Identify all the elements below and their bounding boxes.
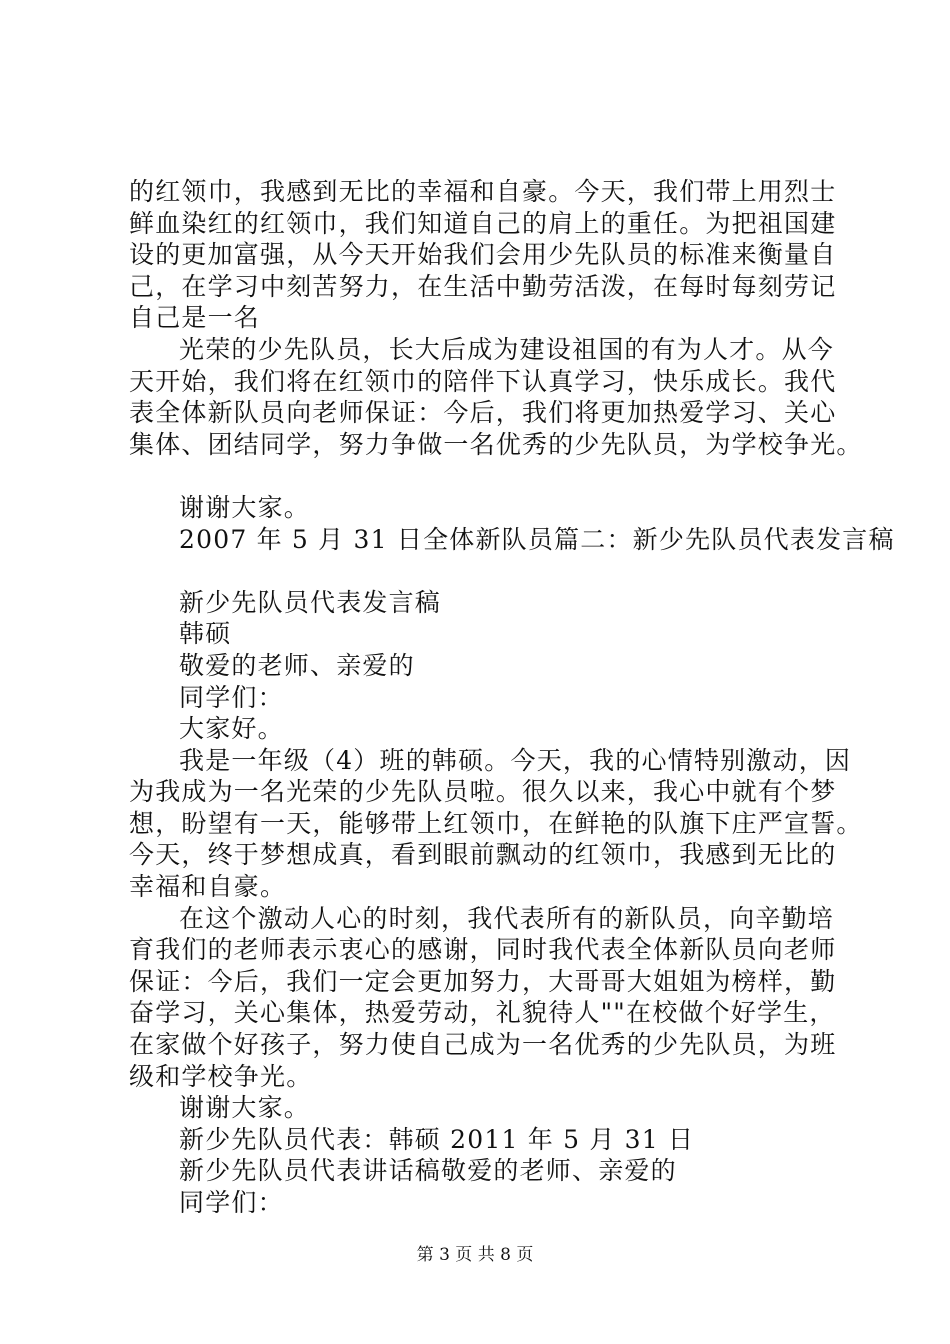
text-line: 在家做个好孩子，努力使自己成为一名优秀的少先队员，为班 — [129, 1030, 837, 1060]
text-line: 今天，终于梦想成真，看到眼前飘动的红领巾，我感到无比的 — [129, 840, 837, 870]
date-heading-line: 2007 年 5 月 31 日全体新队员篇二：新少先队员代表发言稿 — [179, 524, 895, 554]
text-line: 幸福和自豪。 — [129, 872, 287, 902]
salutation-line: 敬爱的老师、亲爱的 — [179, 650, 415, 680]
text-line: 表全体新队员向老师保证：今后，我们将更加热爱学习、关心 — [129, 398, 837, 428]
text-line: 鲜血染红的红领巾，我们知道自己的肩上的重任。为把祖国建 — [129, 208, 837, 238]
paragraph-start-line: 我是一年级（4）班的韩硕。今天，我的心情特别激动，因 — [179, 745, 852, 775]
text-line: 集体、团结同学，努力争做一名优秀的少先队员，为学校争光。 — [129, 429, 863, 459]
paragraph-start-line: 在这个激动人心的时刻，我代表所有的新队员，向辛勤培 — [179, 903, 835, 933]
text-line: 奋学习，关心集体，热爱劳动，礼貌待人""在校做个好学生， — [129, 998, 836, 1028]
paragraph-start-line: 光荣的少先队员，长大后成为建设祖国的有为人才。从今 — [179, 334, 835, 364]
text-line: 想，盼望有一天，能够带上红领巾，在鲜艳的队旗下庄严宣誓。 — [129, 808, 863, 838]
closing-line: 谢谢大家。 — [179, 492, 311, 522]
author-name: 韩硕 — [179, 619, 232, 649]
page-number-footer: 第 3 页 共 8 页 — [416, 1245, 534, 1265]
blank-line — [129, 555, 849, 587]
text-line: 为我成为一名光荣的少先队员啦。很久以来，我心中就有个梦 — [129, 777, 837, 807]
text-line: 天开始，我们将在红领巾的陪伴下认真学习，快乐成长。我代 — [129, 366, 837, 396]
text-line: 自己是一名 — [129, 303, 261, 333]
text-line: 的红领巾，我感到无比的幸福和自豪。今天，我们带上用烈士 — [129, 177, 837, 206]
document-body — [129, 176, 895, 1219]
blank-line — [129, 460, 849, 492]
salutation-line: 同学们： — [179, 1188, 284, 1217]
greeting-line: 大家好。 — [179, 714, 284, 744]
signature-line: 新少先队员代表：韩硕 2011 年 5 月 31 日 — [179, 1124, 695, 1154]
section-title: 新少先队员代表讲话稿敬爱的老师、亲爱的 — [179, 1156, 677, 1186]
text-line: 育我们的老师表示衷心的感谢，同时我代表全体新队员向老师 — [129, 935, 837, 965]
text-line: 设的更加富强，从今天开始我们会用少先队员的标准来衡量自 — [129, 240, 837, 270]
text-line: 级和学校争光。 — [129, 1061, 313, 1091]
text-line: 保证：今后，我们一定会更加努力，大哥哥大姐姐为榜样，勤 — [129, 966, 837, 996]
salutation-line: 同学们： — [179, 682, 284, 712]
closing-line: 谢谢大家。 — [179, 1093, 311, 1123]
section-title: 新少先队员代表发言稿 — [179, 587, 442, 617]
text-line: 己，在学习中刻苦努力，在生活中勤劳活泼，在每时每刻劳记 — [129, 271, 837, 301]
